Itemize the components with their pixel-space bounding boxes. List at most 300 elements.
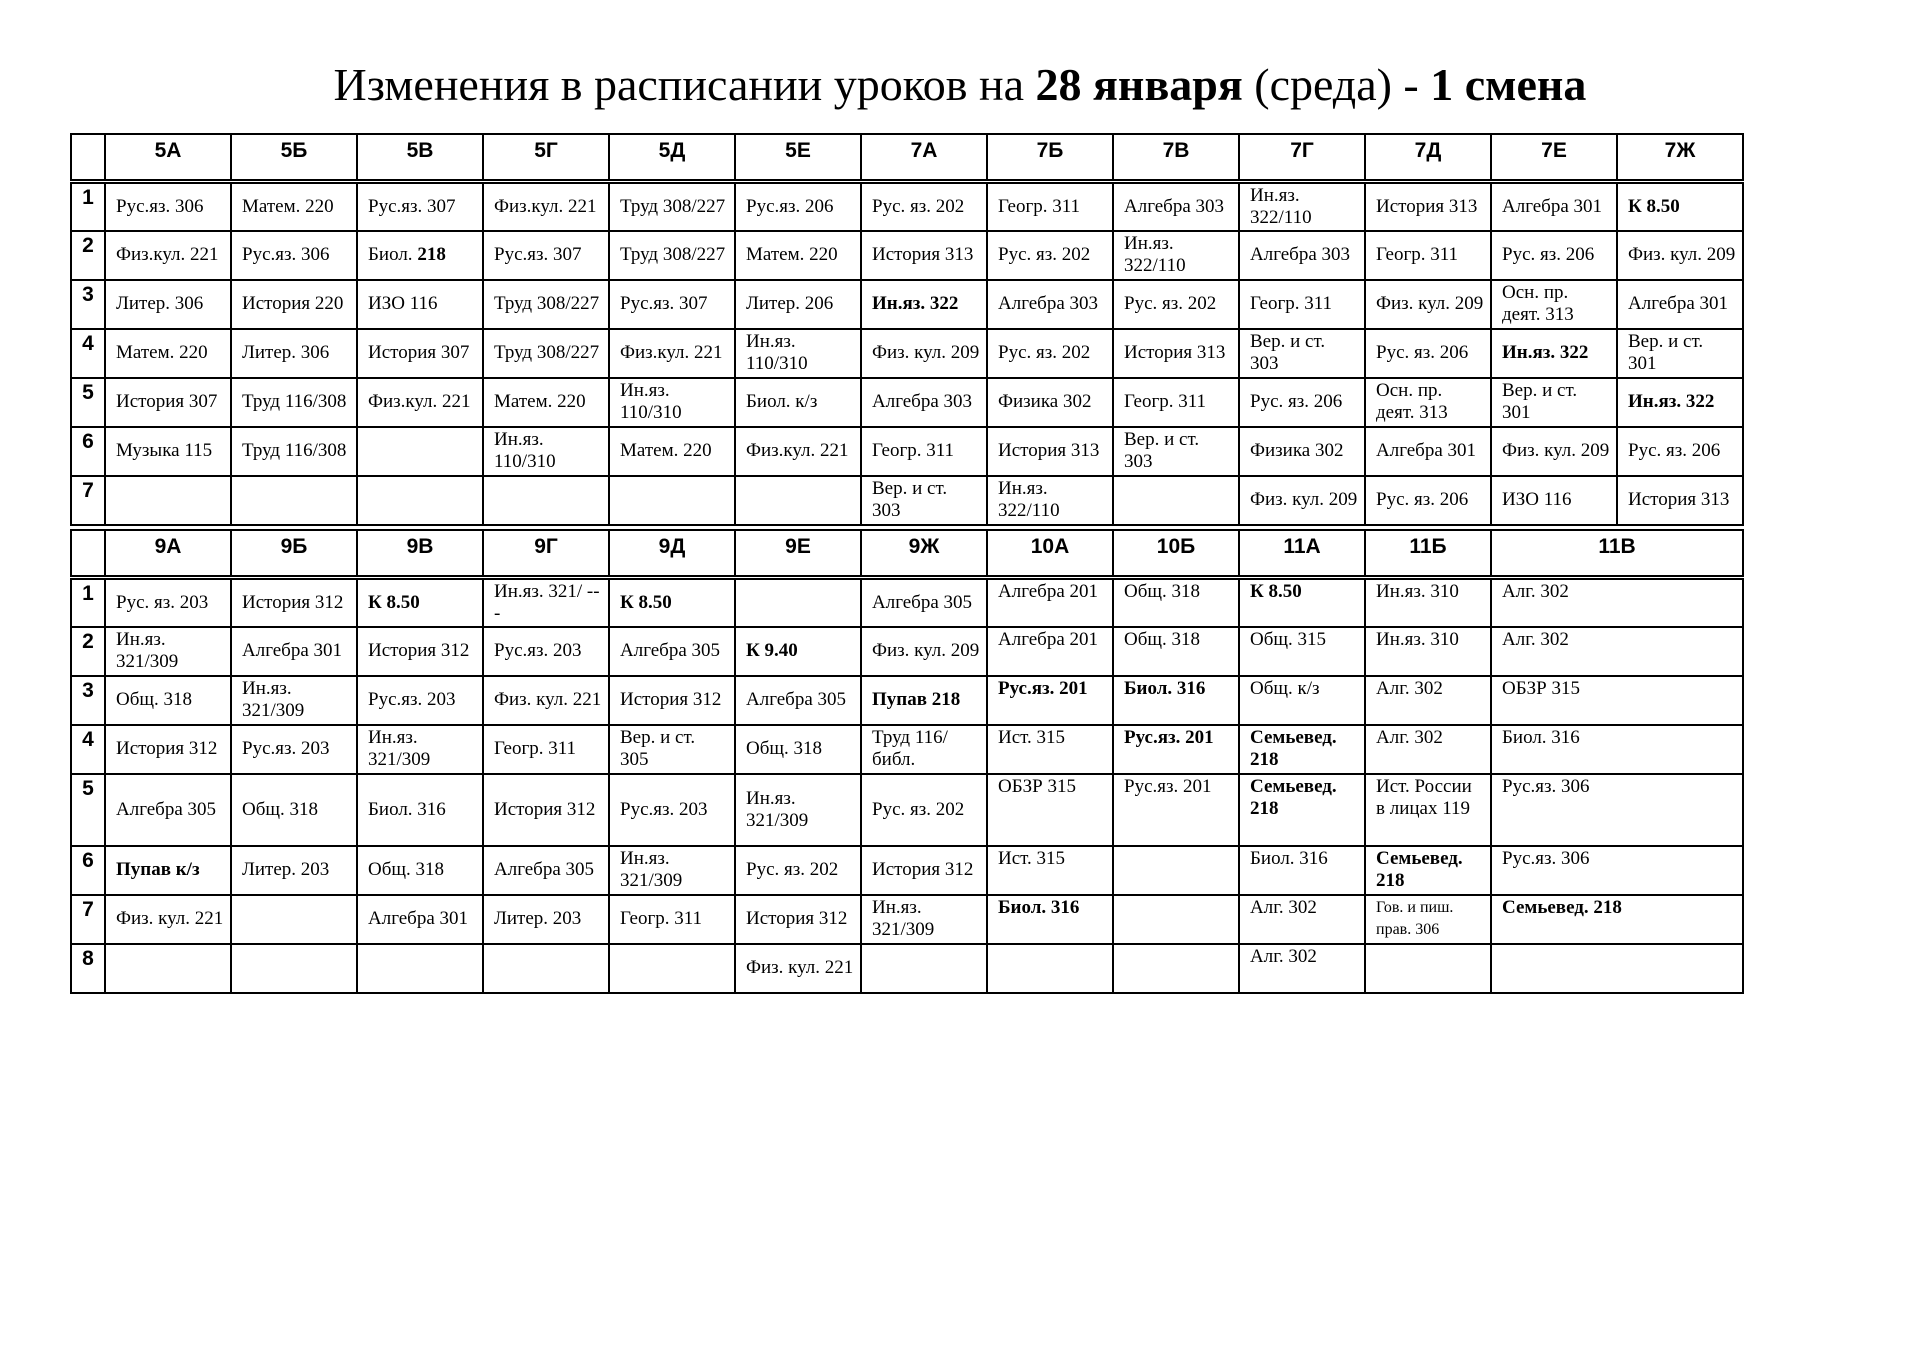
- lesson-cell: [231, 231, 357, 280]
- lesson-cell: [1365, 378, 1491, 427]
- lesson-cell: [1365, 231, 1491, 280]
- text: Рус. яз. 206: [1250, 391, 1343, 412]
- lesson-cell: [1239, 846, 1365, 895]
- text: Рус.яз. 203: [494, 640, 582, 661]
- text: Вер. и ст. 303: [872, 478, 948, 521]
- lesson-cell: [1365, 676, 1491, 725]
- lesson-cell: [105, 676, 231, 725]
- text: Общ. 318: [116, 689, 193, 710]
- lesson-cell: [105, 725, 231, 774]
- class-header: 5Д: [609, 134, 735, 181]
- lesson-cell: [735, 944, 861, 993]
- lesson-cell: [357, 378, 483, 427]
- text: Геогр. 311: [872, 440, 955, 461]
- lesson-row: [71, 676, 1743, 725]
- lesson-cell: [1491, 774, 1743, 846]
- text: Алг. 302: [1376, 677, 1443, 699]
- bold-text: К 9.40: [746, 640, 798, 661]
- text: История 312: [620, 689, 722, 710]
- page-title: [0, 58, 1920, 111]
- lesson-cell: [735, 725, 861, 774]
- bold-text: Биол. 316: [998, 896, 1080, 918]
- lesson-cell: [735, 427, 861, 476]
- lesson-cell: [987, 231, 1113, 280]
- lesson-cell: [483, 181, 609, 231]
- bold-text: Рус.яз. 201: [998, 677, 1088, 699]
- bold-text: Семьевед. 218: [1502, 896, 1622, 918]
- lesson-cell: [609, 725, 735, 774]
- lesson-cell: [1113, 280, 1239, 329]
- lesson-cell: [987, 676, 1113, 725]
- lesson-cell: [1491, 280, 1617, 329]
- text: Рус.яз. 306: [1502, 847, 1590, 869]
- lesson-cell: [861, 476, 987, 525]
- text: Рус. яз. 202: [998, 244, 1091, 265]
- lesson-number: 5: [71, 774, 105, 846]
- text: Геогр. 311: [1376, 244, 1459, 265]
- text: Ин.яз. 321/309: [746, 787, 809, 831]
- text: Рус.яз. 306: [1502, 775, 1590, 797]
- lesson-cell: [483, 378, 609, 427]
- lesson-cell: [1491, 676, 1743, 725]
- lesson-cell: [357, 181, 483, 231]
- text: Литер. 306: [116, 293, 204, 314]
- lesson-row: [71, 627, 1743, 676]
- lesson-cell: [861, 280, 987, 329]
- lesson-cell: [231, 676, 357, 725]
- lesson-cell: [861, 577, 987, 627]
- lesson-cell: [483, 676, 609, 725]
- text: Матем. 220: [746, 244, 838, 265]
- text: История 307: [368, 342, 470, 363]
- lesson-cell: [1113, 774, 1239, 846]
- lesson-cell: [357, 895, 483, 944]
- text: Физ.кул. 221: [368, 391, 471, 412]
- lesson-cell: [357, 231, 483, 280]
- lesson-cell: [231, 476, 357, 525]
- bold-text: Ин.яз. 322: [1628, 391, 1715, 412]
- text: Физ. кул. 221: [116, 908, 224, 929]
- lesson-cell: [105, 627, 231, 676]
- lesson-cell: [231, 577, 357, 627]
- text: Рус. яз. 202: [1124, 293, 1217, 314]
- lesson-cell: [483, 944, 609, 993]
- text: Алгебра 301: [1628, 293, 1729, 314]
- lesson-cell: [1239, 329, 1365, 378]
- text: Рус.яз. 306: [116, 195, 204, 217]
- lesson-cell: [735, 476, 861, 525]
- lesson-number: 3: [71, 280, 105, 329]
- lesson-cell: [609, 329, 735, 378]
- class-header: 5А: [105, 134, 231, 181]
- header-corner: [71, 134, 105, 181]
- lesson-number: 7: [71, 476, 105, 525]
- text: История 312: [242, 591, 344, 613]
- text: Рус.яз. 201: [1124, 775, 1212, 797]
- lesson-cell: [1365, 577, 1491, 627]
- lesson-number: 4: [71, 329, 105, 378]
- text: Физ. кул. 209: [1376, 293, 1484, 314]
- text: Общ. к/з: [1250, 677, 1320, 699]
- class-header: 7Д: [1365, 134, 1491, 181]
- lesson-cell: [861, 181, 987, 231]
- lesson-cell: [357, 329, 483, 378]
- lesson-number: 3: [71, 676, 105, 725]
- text: Вер. и ст. 303: [1250, 331, 1326, 374]
- lesson-cell: [1239, 427, 1365, 476]
- lesson-cell: [231, 329, 357, 378]
- text: Физ.кул. 221: [746, 440, 849, 461]
- text: Алгебра 301: [368, 908, 469, 929]
- bold-text: Семьевед. 218: [1250, 775, 1337, 819]
- lesson-cell: [1113, 476, 1239, 525]
- lesson-cell: [987, 329, 1113, 378]
- lesson-cell: [861, 944, 987, 993]
- text: Общ. 318: [368, 859, 445, 880]
- text: Общ. 315: [1250, 628, 1327, 650]
- lesson-cell: [105, 846, 231, 895]
- lesson-cell: [1239, 476, 1365, 525]
- lesson-cell: [861, 774, 987, 846]
- text: Рус. яз. 206: [1628, 440, 1721, 461]
- text: Алг. 302: [1250, 896, 1317, 918]
- lesson-cell: [1239, 627, 1365, 676]
- text: Физ. кул. 209: [1628, 244, 1736, 265]
- lesson-cell: [1491, 476, 1617, 525]
- text: Рус.яз. 203: [620, 798, 708, 820]
- lesson-row: [71, 725, 1743, 774]
- lesson-cell: [609, 944, 735, 993]
- lesson-cell: [357, 774, 483, 846]
- lesson-cell: [231, 378, 357, 427]
- lesson-cell: [231, 627, 357, 676]
- text: Физ. кул. 209: [1250, 489, 1358, 510]
- text: Физ. кул. 209: [872, 640, 980, 661]
- lesson-cell: [1617, 280, 1743, 329]
- text: Ин.яз. 321/309: [116, 629, 179, 672]
- lesson-row: [71, 181, 1743, 231]
- bold-text: Ин.яз. 322: [1502, 342, 1589, 363]
- lesson-cell: [1365, 895, 1491, 944]
- text: Вер. и ст. 305: [620, 727, 696, 770]
- lesson-cell: [609, 378, 735, 427]
- lesson-cell: [861, 846, 987, 895]
- lesson-number: 5: [71, 378, 105, 427]
- lesson-cell: [357, 476, 483, 525]
- text: Алгебра 301: [1376, 440, 1477, 461]
- lesson-cell: [483, 577, 609, 627]
- lesson-cell: [1617, 181, 1743, 231]
- lesson-cell: [105, 427, 231, 476]
- lesson-cell: [105, 476, 231, 525]
- lesson-cell: [231, 280, 357, 329]
- lesson-cell: [609, 774, 735, 846]
- text: Ист. России в лицах 119: [1376, 775, 1472, 819]
- text: Алгебра 201: [998, 628, 1099, 650]
- text: ИЗО 116: [368, 293, 438, 314]
- text: История 312: [368, 640, 470, 661]
- text: Алгебра 305: [620, 640, 721, 661]
- text: Литер. 203: [494, 908, 582, 929]
- text: История 313: [1376, 195, 1478, 217]
- text: Рус. яз. 202: [872, 195, 965, 217]
- lesson-cell: [231, 725, 357, 774]
- text: Ин.яз. 321/ ---: [494, 580, 600, 624]
- bold-text: Рус.яз. 201: [1124, 726, 1214, 748]
- lesson-cell: [1113, 427, 1239, 476]
- lesson-cell: [735, 895, 861, 944]
- lesson-cell: [1365, 725, 1491, 774]
- lesson-cell: [357, 676, 483, 725]
- lesson-cell: [609, 427, 735, 476]
- lesson-cell: [987, 627, 1113, 676]
- lesson-number: 7: [71, 895, 105, 944]
- text: Труд 116/308: [242, 440, 347, 461]
- text: Алгебра 305: [116, 798, 217, 820]
- lesson-cell: [735, 846, 861, 895]
- lesson-cell: [357, 846, 483, 895]
- lesson-cell: [105, 378, 231, 427]
- lesson-cell: [357, 725, 483, 774]
- lesson-cell: [609, 895, 735, 944]
- text: Физ. кул. 209: [872, 342, 980, 363]
- text: История 312: [872, 859, 974, 880]
- class-header: 7А: [861, 134, 987, 181]
- class-header: 7Е: [1491, 134, 1617, 181]
- lesson-cell: [1113, 378, 1239, 427]
- text: Матем. 220: [494, 391, 586, 412]
- lesson-cell: [483, 627, 609, 676]
- lesson-cell: [1617, 329, 1743, 378]
- lesson-cell: [609, 676, 735, 725]
- class-header: 7В: [1113, 134, 1239, 181]
- lesson-cell: [987, 895, 1113, 944]
- lesson-cell: [357, 627, 483, 676]
- text: Физ. кул. 221: [746, 957, 854, 978]
- text: Физика 302: [998, 391, 1092, 412]
- text: Рус. яз. 202: [998, 342, 1091, 363]
- lesson-cell: [1365, 181, 1491, 231]
- lesson-number: 6: [71, 846, 105, 895]
- lesson-cell: [987, 577, 1113, 627]
- text: Гов. и пиш. прав. 306: [1376, 898, 1454, 938]
- lesson-cell: [987, 944, 1113, 993]
- lesson-cell: [609, 476, 735, 525]
- text: Труд 308/227: [620, 195, 726, 217]
- class-header: 10Б: [1113, 530, 1239, 577]
- lesson-cell: [231, 846, 357, 895]
- lesson-row: [71, 280, 1743, 329]
- lesson-number: 2: [71, 231, 105, 280]
- text: Алг. 302: [1502, 628, 1569, 650]
- lesson-row: [71, 895, 1743, 944]
- text: Физ. кул. 209: [1502, 440, 1610, 461]
- bold-text: Пупав к/з: [116, 859, 200, 880]
- lesson-cell: [1113, 676, 1239, 725]
- lesson-cell: [987, 725, 1113, 774]
- lesson-cell: [735, 329, 861, 378]
- text: Общ. 318: [746, 738, 823, 759]
- lesson-cell: [1113, 181, 1239, 231]
- text: Ин.яз. 310: [1376, 580, 1459, 602]
- text: Рус. яз. 203: [116, 591, 209, 613]
- class-header: 7Б: [987, 134, 1113, 181]
- lesson-row: [71, 577, 1743, 627]
- text: Рус.яз. 206: [746, 195, 834, 217]
- lesson-cell: [1239, 181, 1365, 231]
- text: Музыка 115: [116, 440, 213, 461]
- lesson-cell: [987, 774, 1113, 846]
- lesson-cell: [1113, 627, 1239, 676]
- lesson-cell: [231, 181, 357, 231]
- text: Вер. и ст. 301: [1502, 380, 1578, 423]
- lesson-cell: [105, 774, 231, 846]
- lesson-cell: [1365, 427, 1491, 476]
- lesson-cell: [987, 846, 1113, 895]
- class-header: 7Г: [1239, 134, 1365, 181]
- text: Биол. 316: [1502, 726, 1580, 748]
- text: Труд 116/библ.: [872, 727, 948, 770]
- class-header: 9А: [105, 530, 231, 577]
- lesson-cell: [1365, 329, 1491, 378]
- lesson-cell: [861, 895, 987, 944]
- text: Ист. 315: [998, 847, 1066, 869]
- lesson-cell: [861, 329, 987, 378]
- text: Алгебра 303: [872, 391, 973, 412]
- lesson-cell: [483, 846, 609, 895]
- lesson-cell: [735, 774, 861, 846]
- lesson-row: [71, 329, 1743, 378]
- lesson-cell: [1491, 895, 1743, 944]
- lesson-cell: [1491, 846, 1743, 895]
- text: Литер. 306: [242, 342, 330, 363]
- class-header: 5В: [357, 134, 483, 181]
- lesson-cell: [105, 577, 231, 627]
- text: История 313: [1628, 489, 1730, 510]
- text: История 312: [746, 908, 848, 929]
- lesson-cell: [1491, 944, 1743, 993]
- lesson-cell: [357, 577, 483, 627]
- text: Матем. 220: [242, 195, 334, 217]
- lesson-cell: [861, 427, 987, 476]
- text: Рус. яз. 206: [1376, 489, 1469, 510]
- lesson-cell: [609, 280, 735, 329]
- lesson-cell: [1239, 725, 1365, 774]
- lesson-cell: [861, 378, 987, 427]
- class-header: 5Б: [231, 134, 357, 181]
- lesson-cell: [231, 944, 357, 993]
- text: Литер. 203: [242, 859, 330, 880]
- text: Биол. 316: [368, 798, 446, 820]
- bold-text: 28 января: [1035, 59, 1243, 110]
- text: Ин.яз. 321/309: [368, 727, 431, 770]
- text: История 312: [116, 738, 218, 759]
- text: Биол.: [368, 244, 418, 265]
- text: Алгебра 201: [998, 580, 1099, 602]
- lesson-cell: [1239, 231, 1365, 280]
- text: Рус. яз. 206: [1502, 244, 1595, 265]
- lesson-number: 4: [71, 725, 105, 774]
- lesson-cell: [105, 944, 231, 993]
- lesson-cell: [735, 676, 861, 725]
- lesson-cell: [105, 181, 231, 231]
- text: Физ.кул. 221: [620, 342, 723, 363]
- text: Алгебра 303: [1250, 244, 1351, 265]
- bold-text: Семьевед. 218: [1250, 726, 1337, 770]
- lesson-number: 8: [71, 944, 105, 993]
- bold-text: Пупав 218: [872, 689, 961, 710]
- lesson-cell: [1491, 627, 1743, 676]
- lesson-cell: [987, 427, 1113, 476]
- lesson-cell: [1365, 476, 1491, 525]
- lesson-cell: [987, 476, 1113, 525]
- schedule-table-grades-5-7: [70, 133, 1744, 526]
- lesson-cell: [609, 577, 735, 627]
- class-header: 9Г: [483, 530, 609, 577]
- text: Алгебра 305: [872, 591, 973, 613]
- bold-text: К 8.50: [1250, 580, 1302, 602]
- lesson-cell: [105, 280, 231, 329]
- bold-text: Биол. 316: [1124, 677, 1206, 699]
- lesson-cell: [1491, 231, 1617, 280]
- schedule-table-grades-9-11: [70, 529, 1744, 994]
- lesson-cell: [1239, 280, 1365, 329]
- text: Ин.яз. 310: [1376, 628, 1459, 650]
- lesson-cell: [1239, 378, 1365, 427]
- bold-text: 1 смена: [1430, 59, 1587, 110]
- text: Осн. пр. деят. 313: [1502, 282, 1574, 325]
- lesson-cell: [1239, 676, 1365, 725]
- text: Вер. и ст. 303: [1124, 429, 1200, 472]
- text: Рус.яз. 307: [620, 293, 708, 314]
- class-header: 7Ж: [1617, 134, 1743, 181]
- lesson-cell: [1113, 846, 1239, 895]
- text: Рус.яз. 307: [494, 244, 582, 265]
- text: Труд 308/227: [494, 342, 600, 363]
- text: Алгебра 303: [998, 293, 1099, 314]
- text: История 313: [998, 440, 1100, 461]
- lesson-cell: [609, 181, 735, 231]
- class-header-row: [71, 530, 1743, 577]
- lesson-cell: [1491, 329, 1617, 378]
- lesson-cell: [231, 427, 357, 476]
- lesson-row: [71, 846, 1743, 895]
- lesson-cell: [1491, 181, 1617, 231]
- lesson-cell: [609, 846, 735, 895]
- lesson-row: [71, 476, 1743, 525]
- class-header: 9Б: [231, 530, 357, 577]
- lesson-cell: [1113, 231, 1239, 280]
- lesson-cell: [735, 577, 861, 627]
- lesson-cell: [861, 676, 987, 725]
- text: Матем. 220: [620, 440, 712, 461]
- lesson-cell: [1365, 627, 1491, 676]
- lesson-cell: [1365, 774, 1491, 846]
- lesson-cell: [609, 627, 735, 676]
- bold-text: К 8.50: [1628, 195, 1680, 217]
- lesson-cell: [483, 476, 609, 525]
- text: Матем. 220: [116, 342, 208, 363]
- bold-text: К 8.50: [368, 591, 420, 613]
- text: ОБЗР 315: [998, 775, 1076, 797]
- lesson-row: [71, 944, 1743, 993]
- lesson-row: [71, 378, 1743, 427]
- lesson-cell: [1113, 944, 1239, 993]
- lesson-cell: [1491, 577, 1743, 627]
- text: Физ.кул. 221: [494, 195, 597, 217]
- lesson-cell: [1239, 944, 1365, 993]
- lesson-row: [71, 427, 1743, 476]
